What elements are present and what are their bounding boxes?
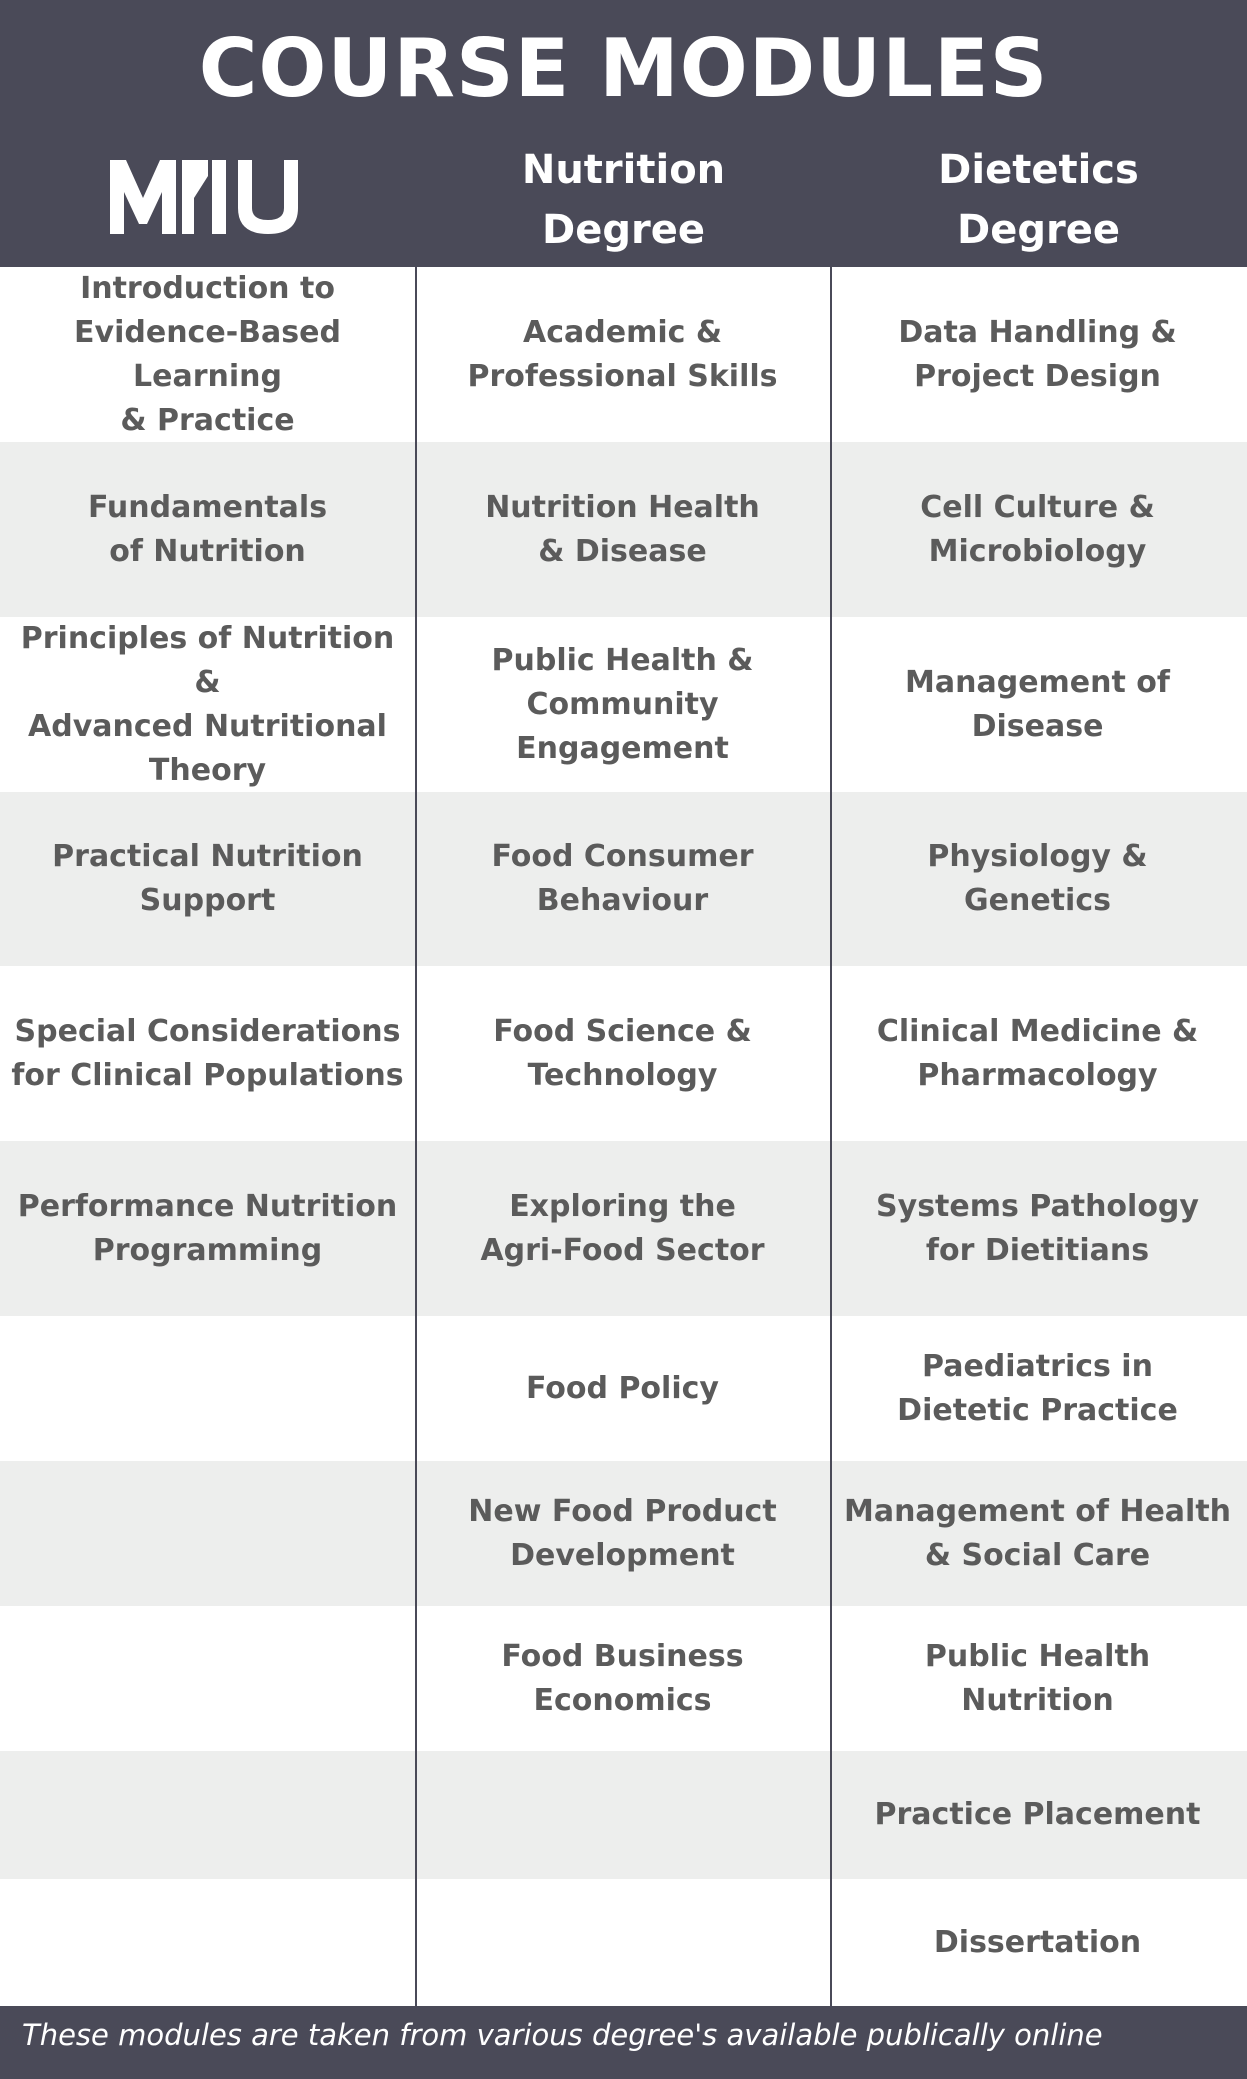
table-cell: Paediatrics in Dietetic Practice [897, 1348, 1178, 1428]
table-row [0, 617, 1247, 792]
table-row [0, 1879, 1247, 2006]
column-divider [415, 267, 417, 2006]
table-cell: Management of Health & Social Care [843, 1493, 1232, 1573]
table-cell: Public Health & Community Engagement [491, 642, 754, 766]
table-row [0, 966, 1247, 1141]
table-cell: Principles of Nutrition & Advanced Nutritional Theory [20, 620, 395, 788]
table-row [0, 267, 1247, 442]
table-cell: Food Science & Technology [493, 1013, 752, 1093]
table-cell: Physiology & Genetics [927, 839, 1148, 918]
table-cell: Clinical Medicine & Pharmacology [876, 1013, 1199, 1093]
table-cell: Systems Pathology for Dietitians [876, 1188, 1199, 1268]
table-cell: Food Policy [526, 1370, 719, 1406]
table-cell: New Food Product Development [468, 1493, 777, 1573]
table-cell: Food Consumer Behaviour [491, 839, 754, 918]
table-cell [0, 1751, 415, 1879]
table-cell [415, 1879, 830, 2006]
table-cell [0, 1316, 415, 1461]
table-cell: Introduction to Evidence-Based Learning & Practice [74, 270, 341, 438]
table-cell [0, 1461, 415, 1606]
table-cell: Nutrition Health & Disease [485, 489, 760, 569]
table-cell: Management of Disease [905, 664, 1170, 744]
table-row [0, 1751, 1247, 1879]
table-cell: Practice Placement [874, 1797, 1201, 1832]
table-row [0, 792, 1247, 966]
table-cell: Fundamentals of Nutrition [87, 489, 328, 569]
footer-note: These modules are taken from various degree's available publically online [22, 2018, 1103, 2052]
table-row [0, 1316, 1247, 1461]
page-title: COURSE MODULES [198, 22, 1049, 115]
mnu-logo [110, 158, 304, 234]
table-cell: Public Health Nutrition [924, 1638, 1151, 1718]
table-cell: Performance Nutrition Programming [17, 1188, 398, 1268]
table-cell: Cell Culture & Microbiology [920, 489, 1155, 569]
table-cell: Food Business Economics [501, 1638, 744, 1718]
column-header-dietetics-degree: Dietetics Degree [938, 147, 1139, 253]
header-banner [0, 0, 1247, 267]
table-cell: Academic & Professional Skills [467, 314, 778, 394]
column-header-nutrition-degree: Nutrition Degree [521, 147, 726, 253]
table-cell: Practical Nutrition Support [52, 839, 363, 918]
table-row [0, 442, 1247, 617]
table-row [0, 1606, 1247, 1751]
table-cell [0, 1879, 415, 2006]
column-divider [830, 267, 832, 2006]
table-row [0, 1141, 1247, 1316]
table-cell: Exploring the Agri-Food Sector [480, 1188, 765, 1268]
modules-table [0, 267, 1247, 2006]
table-cell: Data Handling & Project Design [898, 314, 1177, 394]
table-row [0, 1461, 1247, 1606]
table-cell: Special Considerations for Clinical Populations [11, 1013, 404, 1093]
footer-banner [0, 2006, 1247, 2079]
table-cell [415, 1751, 830, 1879]
table-cell [0, 1606, 415, 1751]
table-cell: Dissertation [933, 1924, 1142, 1960]
